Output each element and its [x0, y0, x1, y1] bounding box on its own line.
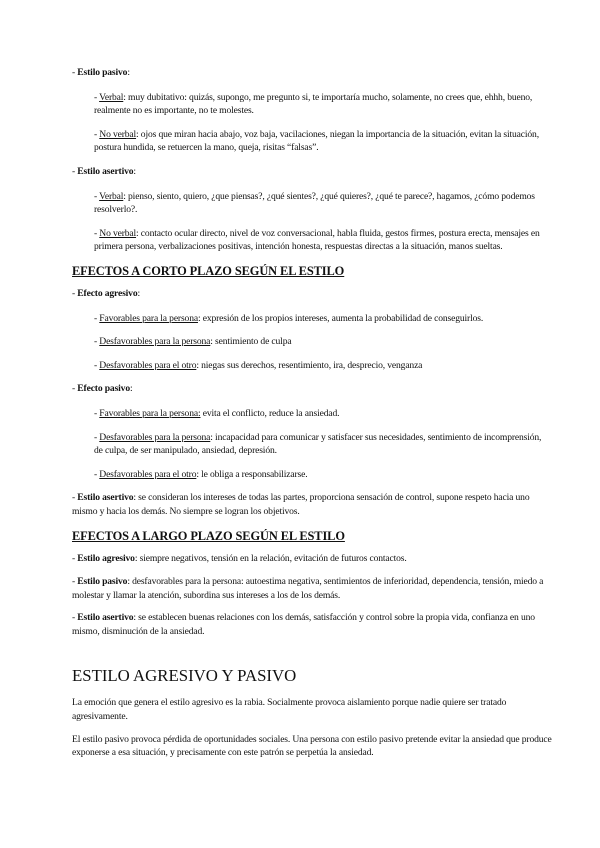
passive-nonverbal-item: - No verbal: ojos que miran hacia abajo, voz baja, vacilaciones, niegan la importancia de la situación, evitan la situación, postura hundida, se retuercen la mano, queja, risitas “falsas”.	[94, 128, 539, 154]
document-body	[72, 66, 552, 769]
long-term-effects-heading: EFECTOS A LARGO PLAZO SEGÚN EL ESTILO	[72, 529, 345, 544]
passive-unfavorable-person-item: - Desfavorables para la persona: incapacidad para comunicar y satisfacer sus necesidades, sentimiento de incomprensión, de culpa, de ser manipulado, ansiedad, depresión.	[94, 431, 542, 457]
passive-effect-label: - Efecto pasivo:	[72, 383, 133, 395]
passive-unfavorable-other-item: - Desfavorables para el otro: le obliga a responsabilizarse.	[94, 468, 308, 480]
passive-favorable-person-item: - Favorables para la persona: evita el conflicto, reduce la ansiedad.	[94, 407, 340, 419]
passive-style-label: - Estilo pasivo:	[72, 67, 130, 78]
passive-consequence-paragraph: El estilo pasivo provoca pérdida de oportunidades sociales. Una persona con estilo pasivo pretende evitar la ansiedad que produce exponerse a esa situación, y precisamente con este patrón se perpetúa la ansiedad.	[72, 733, 552, 759]
short-term-effects-heading: EFECTOS A CORTO PLAZO SEGÚN EL ESTILO	[72, 263, 345, 278]
assertive-nonverbal-item: - No verbal: contacto ocular directo, nivel de voz conversacional, habla fluida, gestos firmes, postura erecta, mensajes en primera persona, verbalizaciones positivas, intención honesta, respuestas directas a la situación, manos sueltas.	[94, 227, 540, 253]
aggressive-passive-title: ESTILO AGRESIVO Y PASIVO	[72, 666, 297, 686]
aggressive-unfavorable-person-item: - Desfavorables para la persona: sentimiento de culpa	[94, 336, 292, 348]
aggressive-unfavorable-other-item: - Desfavorables para el otro: niegas sus derechos, resentimiento, ira, desprecio, venganza	[94, 359, 423, 371]
passive-verbal-item: - Verbal: muy dubitativo: quizás, supongo, me pregunto si, te importaría mucho, solamente, no crees que, ehhh, bueno, realmente no es importante, no te molestes.	[94, 91, 533, 117]
aggressive-effect-label: - Efecto agresivo:	[72, 287, 140, 299]
long-term-passive-paragraph: - Estilo pasivo: desfavorables para la persona: autoestima negativa, sentimientos de inferioridad, dependencia, tensión, miedo a molestar y llamar la atención, subordina sus intereses a los de los demás.	[72, 576, 544, 601]
aggressive-emotion-paragraph: La emoción que genera el estilo agresivo es la rabia. Socialmente provoca aislamiento porque nadie quiere ser tratado agresivamente.	[72, 697, 507, 723]
assertive-effect-paragraph: - Estilo asertivo: se consideran los intereses de todas las partes, proporciona sensación de control, supone respeto hacia uno mismo y hacia los demás. No siempre se logran los objetivos.	[72, 492, 530, 517]
assertive-style-label: - Estilo asertivo:	[72, 165, 136, 177]
aggressive-favorable-person-item: - Favorables para la persona: expresión de los propios intereses, aumenta la probabilidad de conseguirlos.	[94, 312, 484, 324]
long-term-aggressive-paragraph: - Estilo agresivo: siempre negativos, tensión en la relación, evitación de futuros contactos.	[72, 553, 407, 565]
long-term-assertive-paragraph: - Estilo asertivo: se establecen buenas relaciones con los demás, satisfacción y control sobre la propia vida, confianza en uno mismo, disminución de la ansiedad.	[72, 612, 535, 637]
assertive-verbal-item: - Verbal: pienso, siento, quiero, ¿que piensas?, ¿qué sientes?, ¿qué quieres?, ¿qué te parece?, hagamos, ¿cómo podemos resolverlo?.	[94, 190, 535, 216]
